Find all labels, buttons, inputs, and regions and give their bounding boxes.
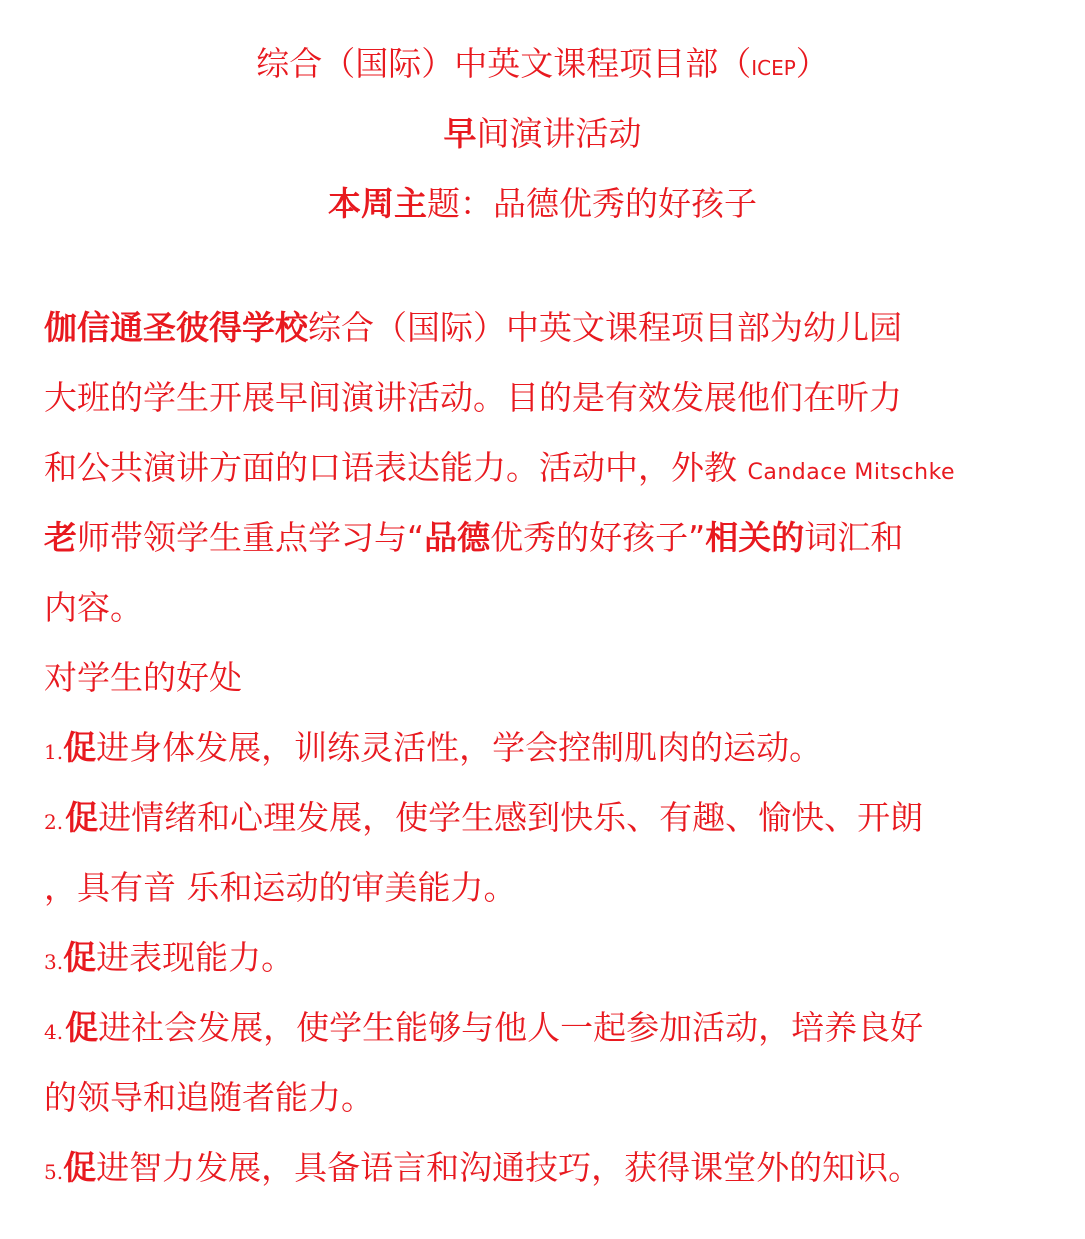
benefit-item-3 [44, 938, 294, 982]
school-name: 伽信通圣彼得学校 [44, 308, 308, 347]
intro-line-3 [44, 448, 955, 493]
intro-line-4-text-1: 师带领学生重点学习与“ [77, 518, 425, 557]
benefit-text: 进身体发展，训练灵活性，学会控制肌肉的运动。 [96, 728, 823, 767]
header-subtitle-rest: 间演讲活动 [476, 114, 642, 153]
benefit-item-5 [44, 1148, 921, 1192]
intro-line-4 [44, 518, 903, 558]
benefit-item-2-continued [44, 868, 517, 908]
header-theme-bold: 本周主 [328, 184, 427, 223]
benefit-number: 4. [44, 1020, 64, 1044]
header-theme-rest: 题：品德优秀的好孩子 [427, 184, 757, 223]
benefit-item-4-continued [44, 1078, 374, 1118]
intro-line-2-text: 大班的学生开展早间演讲活动。目的是有效发展他们在听力 [44, 378, 902, 417]
benefit-text: 进智力发展，具备语言和沟通技巧，获得课堂外的知识。 [96, 1148, 922, 1187]
benefit-item-4 [44, 1008, 923, 1052]
intro-line-2 [44, 378, 902, 418]
benefit-text: 进表现能力。 [96, 938, 295, 977]
benefit-number: 2. [44, 810, 64, 834]
header-title-main: 综合（国际）中英文课程项目部（ [256, 44, 752, 83]
benefit-text-continued: 的领导和追随者能力。 [44, 1078, 374, 1117]
intro-line-4-bold-1: 老 [44, 518, 77, 557]
intro-line-4-text-2: 优秀的好孩子” [490, 518, 706, 557]
header-title [0, 44, 1085, 88]
benefit-number: 3. [44, 950, 64, 974]
intro-line-4-bold-3: 相关的 [705, 518, 805, 557]
teacher-name: Candace Mitschke [747, 460, 956, 485]
intro-line-5 [44, 588, 143, 628]
benefit-text: 进情绪和心理发展，使学生感到快乐、有趣、愉快、开朗 [98, 798, 924, 837]
intro-line-5-text: 内容。 [44, 588, 143, 627]
benefits-heading-text: 对学生的好处 [44, 658, 242, 697]
header-subtitle-bold: 早 [443, 114, 477, 153]
header-theme [0, 184, 1085, 224]
benefit-bold: 促 [65, 798, 99, 837]
benefit-item-2 [44, 798, 923, 842]
intro-line-4-text-3: 词汇和 [804, 518, 904, 557]
benefit-number: 5. [44, 1160, 64, 1184]
header-title-abbrev: ICEP [751, 56, 796, 80]
intro-line-1 [44, 308, 902, 348]
benefit-bold: 促 [63, 1148, 97, 1187]
benefit-text: 进社会发展，使学生能够与他人一起参加活动，培养良好 [98, 1008, 924, 1047]
benefit-bold: 促 [63, 938, 97, 977]
benefit-bold: 促 [63, 728, 97, 767]
benefit-text-continued: ，具有音 乐和运动的审美能力。 [44, 868, 517, 907]
intro-line-3-text: 和公共演讲方面的口语表达能力。活动中，外教 [44, 448, 748, 487]
intro-line-4-bold-2: 品德 [424, 518, 491, 557]
benefit-bold: 促 [65, 1008, 99, 1047]
benefits-heading [44, 658, 242, 698]
header-title-close: ） [795, 44, 829, 83]
header-subtitle [0, 114, 1085, 154]
benefit-number: 1. [44, 740, 64, 764]
intro-line-1-text: 综合（国际）中英文课程项目部为幼儿园 [308, 308, 902, 347]
benefit-item-1 [44, 728, 822, 772]
